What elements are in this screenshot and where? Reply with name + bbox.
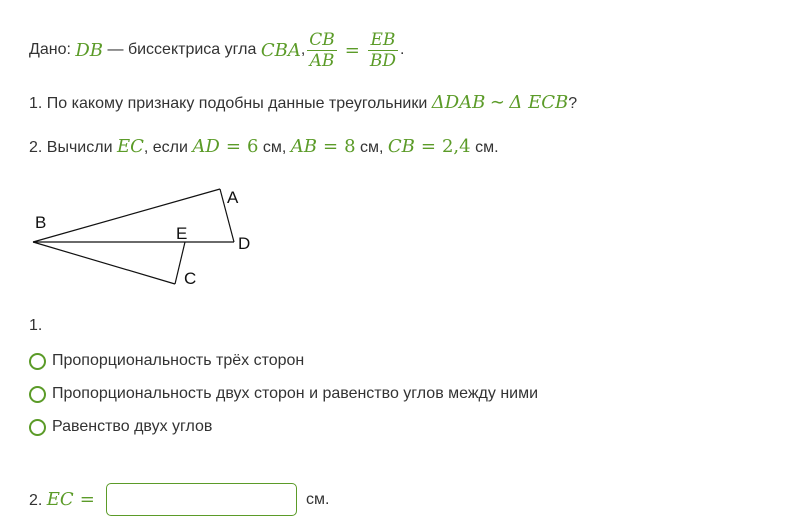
given-dash-text: — биссектриса угла	[107, 41, 257, 58]
question-2-cb-value: 2,4	[441, 136, 471, 157]
fraction-eb-bd-numerator: EB	[368, 30, 398, 51]
question-2-target: EC	[116, 136, 144, 157]
question-2-cb-equals: =	[420, 136, 436, 157]
option-two-sides-angle[interactable]	[29, 385, 538, 403]
label-b: B	[35, 213, 47, 232]
label-c: C	[184, 269, 197, 288]
question-2-ab-equals: =	[322, 136, 339, 157]
fraction-cb-ab-numerator: CB	[309, 29, 335, 50]
question-1-end: ?	[568, 95, 578, 112]
ec-answer-input[interactable]	[106, 483, 297, 516]
question-1-triangle-1: ΔDAB	[431, 92, 486, 113]
part-2-unit: см.	[306, 491, 330, 508]
given-segment: DB	[75, 39, 104, 61]
part-2-equals: =	[79, 489, 95, 510]
question-2-unit-1: см,	[262, 139, 287, 156]
question-2-ad-value: 6	[246, 136, 259, 157]
question-1	[29, 92, 577, 113]
option-two-angles[interactable]	[29, 418, 212, 436]
segment-ce	[175, 242, 185, 284]
option-two-angles-label: Равенство двух углов	[52, 418, 213, 435]
fraction-cb-ab	[307, 30, 337, 71]
given-angle: CBA	[260, 39, 301, 61]
label-d: D	[238, 234, 251, 253]
option-three-sides-label: Пропорциональность трёх сторон	[52, 352, 305, 369]
part-2-var: EC	[46, 489, 74, 510]
question-2-cb-label: CB	[387, 136, 415, 157]
question-2-ab-label: AB	[290, 136, 317, 157]
radio-three-sides[interactable]	[29, 353, 46, 370]
given-equals: =	[344, 39, 360, 61]
part-2-label: 2.	[29, 492, 43, 509]
given-comma: ,	[300, 41, 306, 58]
question-2-prefix: 2. Вычисли	[29, 139, 113, 156]
option-three-sides[interactable]	[29, 352, 304, 370]
segment-bc	[33, 242, 175, 284]
question-1-similar-sign: ∼	[489, 92, 505, 113]
question-1-triangle-2: Δ ECB	[509, 92, 569, 113]
segment-ba	[33, 189, 220, 242]
question-1-text: 1. По какому признаку подобны данные треугольники	[29, 95, 428, 112]
given-line	[29, 27, 404, 73]
question-2-ad-equals: =	[225, 136, 241, 157]
question-2-ab-value: 8	[344, 136, 356, 157]
question-2-unit-3: см.	[475, 139, 499, 156]
radio-two-sides-angle[interactable]	[29, 386, 46, 403]
segment-ad	[220, 189, 234, 242]
question-2	[29, 136, 499, 157]
label-e: E	[176, 224, 188, 243]
fraction-eb-bd-denominator: BD	[369, 50, 396, 71]
part-1-label: 1.	[29, 317, 43, 334]
option-two-sides-angle-label: Пропорциональность двух сторон и равенство углов между ними	[52, 385, 539, 402]
fraction-eb-bd	[368, 30, 398, 71]
radio-two-angles[interactable]	[29, 419, 46, 436]
given-end: .	[399, 41, 405, 58]
question-2-unit-2: см,	[359, 139, 384, 156]
part-2-line	[29, 489, 101, 510]
fraction-cb-ab-denominator: AB	[309, 50, 335, 71]
given-prefix: Дано:	[29, 41, 71, 58]
question-2-ad-label: AD	[192, 136, 220, 157]
question-2-if-text: , если	[143, 139, 188, 156]
label-a: A	[227, 188, 239, 207]
